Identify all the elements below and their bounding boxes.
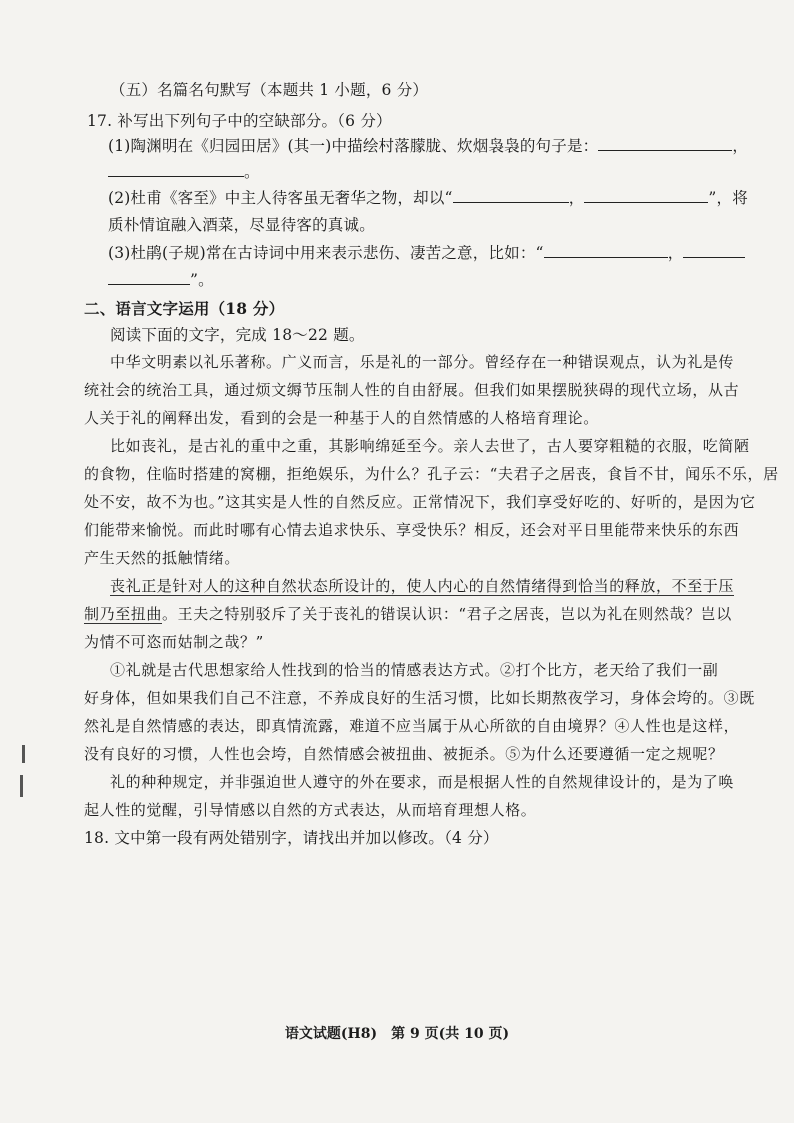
answer-blank[interactable]: [584, 188, 708, 203]
q17-sentence2-line1: [108, 188, 748, 208]
scan-mark: [22, 745, 25, 763]
q17-s1-sep: ，: [732, 137, 749, 155]
section2-heading: 二、语言文字运用（18 分）: [84, 299, 285, 318]
q17-s2-end: ”，将: [708, 189, 748, 207]
q17-sentence2-line2: 质朴情谊融入酒菜，尽显待客的真诚。: [108, 216, 375, 234]
answer-blank[interactable]: [453, 188, 569, 203]
q17-sentence3-line2: [108, 270, 214, 290]
answer-blank[interactable]: [683, 243, 745, 258]
section2-instruction: 阅读下面的文字，完成 18～22 题。: [110, 326, 365, 344]
passage-line: 没有良好的习惯，人性也会垮，自然情感会被扭曲、被扼杀。⑤为什么还要遵循一定之规呢？: [84, 745, 724, 763]
answer-blank[interactable]: [598, 136, 732, 151]
scan-mark: [20, 775, 23, 797]
passage-line: ①礼就是古代思想家给人性找到的恰当的情感表达方式。②打个比方，老天给了我们一副: [110, 661, 719, 679]
passage-line: 为情不可恣而姑制之哉？”: [84, 633, 264, 651]
passage-line: 比如丧礼，是古礼的重中之重，其影响绵延至今。亲人去世了，古人要穿粗糙的衣服，吃简陋: [110, 437, 750, 455]
passage-line: 产生天然的抵触情绪。: [84, 549, 241, 567]
passage-line: 礼的种种规定，并非强迫世人遵守的外在要求，而是根据人性的自然规律设计的，是为了唤: [110, 773, 735, 791]
q17-sentence1-line1: [108, 136, 748, 156]
passage-line: 人关于礼的阐释出发，看到的会是一种基于人的自然情感的人格培育理论。: [84, 409, 599, 427]
q17-s3-end: ”。: [190, 271, 214, 289]
q17-s1-prompt: (1)陶渊明在《归园田居》(其一)中描绘村落朦胧、炊烟袅袅的句子是：: [108, 137, 599, 155]
q17-stem: 17. 补写出下列句子中的空缺部分。（6 分）: [87, 112, 392, 130]
passage-line: 好身体，但如果我们自己不注意，不养成良好的生活习惯，比如长期熬夜学习，身体会垮的。③既: [84, 689, 755, 707]
passage-line: 统社会的统治工具，通过烦文缛节压制人性的自由舒展。但我们如果摆脱狭碍的现代立场，从古: [84, 381, 740, 399]
q17-s2-prompt: (2)杜甫《客至》中主人待客虽无奢华之物，却以“: [108, 189, 453, 207]
answer-blank[interactable]: [108, 162, 244, 177]
q17-sentence1-line2: [108, 162, 260, 182]
section5-heading: （五）名篇名句默写（本题共 1 小题，6 分）: [110, 81, 429, 99]
underlined-sentence: 制乃至扭曲: [84, 605, 163, 623]
answer-blank[interactable]: [108, 270, 190, 285]
passage-text: 。王夫之特别驳斥了关于丧礼的错误认识：“君子之居丧，岂以为礼在则然哉？岂以: [162, 605, 732, 623]
page-footer: 语文试题(H8) 第 9 页(共 10 页): [284, 1026, 510, 1042]
passage-line: 然礼是自然情感的表达，即真情流露，难道不应当属于从心所欲的自由境界？④人性也是这样，: [84, 717, 740, 735]
passage-line: 们能带来愉悦。而此时哪有心情去追求快乐、享受快乐？相反，还会对平日里能带来快乐的东西: [84, 521, 740, 539]
q17-s3-sep: ，: [667, 244, 684, 262]
passage-line: 起人性的觉醒，引导情感以自然的方式表达，从而培育理想人格。: [84, 801, 537, 819]
passage-line: [110, 576, 734, 596]
q17-s3-prompt: (3)杜鹃(子规)常在古诗词中用来表示悲伤、凄苦之意，比如：“: [108, 244, 544, 262]
q17-s2-sep: ，: [568, 189, 585, 207]
q17-s1-end: 。: [244, 163, 260, 181]
q18-stem: 18. 文中第一段有两处错别字，请找出并加以修改。（4 分）: [84, 829, 499, 847]
answer-blank[interactable]: [544, 243, 668, 258]
underlined-sentence: 丧礼正是针对人的这种自然状态所设计的，使人内心的自然情绪得到恰当的释放，不至于压: [110, 577, 735, 595]
passage-line: 的食物，住临时搭建的窝棚，拒绝娱乐，为什么？孔子云：“夫君子之居丧，食旨不甘，闻乐不乐，居: [84, 465, 779, 483]
q17-sentence3-line1: [108, 243, 745, 263]
passage-line: 处不安，故不为也。”这其实是人性的自然反应。正常情况下，我们享受好吃的、好听的，是因为它: [84, 493, 756, 511]
passage-line: [84, 604, 732, 624]
passage-line: 中华文明素以礼乐著称。广义而言，乐是礼的一部分。曾经存在一种错误观点，认为礼是传: [110, 353, 735, 371]
